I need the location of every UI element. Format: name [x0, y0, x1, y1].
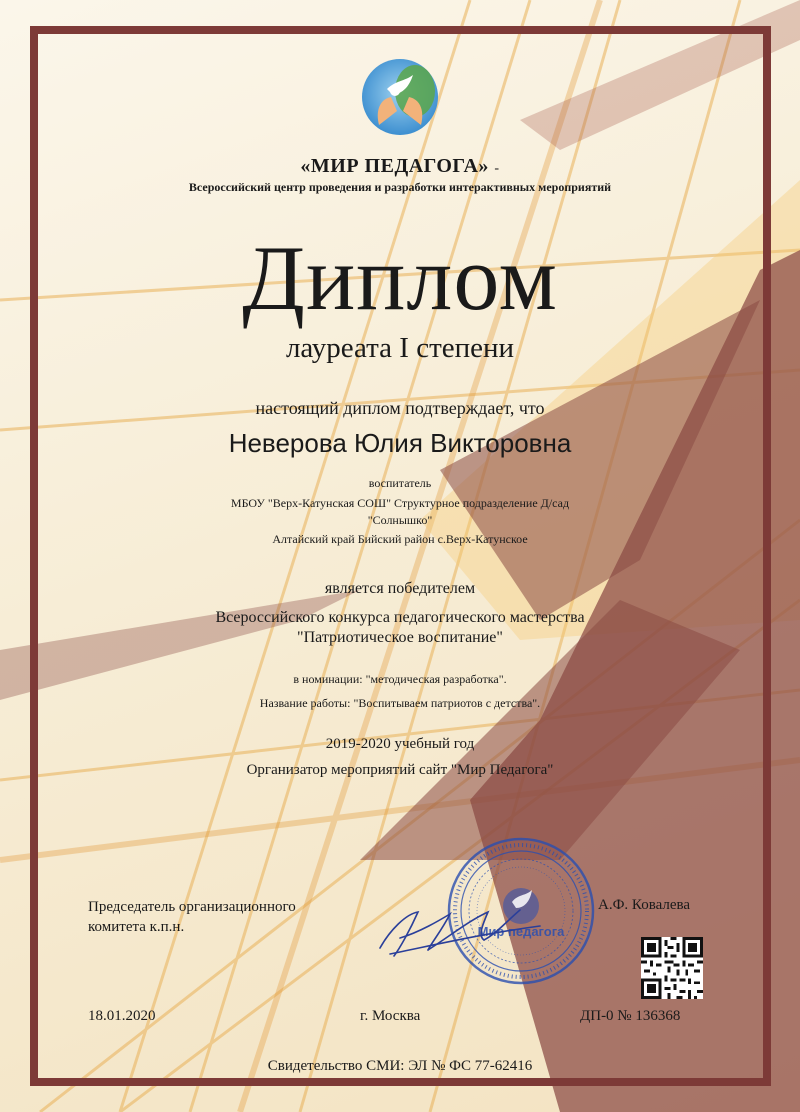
organization-name: «МИР ПЕДАГОГА» [300, 155, 489, 177]
diploma-title: Диплом [242, 227, 558, 329]
issue-date: 18.01.2020 [88, 1008, 156, 1024]
recipient-name: Неверова Юлия Викторовна [228, 428, 572, 458]
chair-title-line-2: комитета к.п.н. [88, 919, 185, 935]
contest-line-2: "Патриотическое воспитание" [297, 629, 503, 646]
contest-name [40, 608, 760, 648]
organization-subtitle: Всероссийский центр проведения и разработки интерактивных мероприятий [188, 180, 612, 194]
globe-dove-logo [357, 55, 443, 141]
organization-dash: - [494, 161, 500, 176]
confirm-text: настоящий диплом подтверждает, что [255, 398, 545, 418]
chair-title [88, 897, 388, 937]
nomination: в номинации: "методическая разработка". [293, 672, 507, 686]
recipient-institution [40, 495, 760, 529]
media-certificate: Свидетельство СМИ: ЭЛ № ФС 77-62416 [267, 1058, 533, 1074]
work-title: Название работы: "Воспитываем патриотов с детства". [259, 696, 541, 710]
chair-name: А.Ф. Ковалева [598, 897, 691, 913]
chair-title-line-1: Председатель организационного [88, 899, 296, 915]
issue-city: г. Москва [360, 1008, 421, 1024]
organizer: Организатор мероприятий сайт "Мир Педагога" [246, 762, 554, 778]
recipient-location: Алтайский край Бийский район с.Верх-Катунское [272, 532, 528, 546]
contest-line-1: Всероссийского конкурса педагогического мастерства [215, 609, 585, 626]
diploma-degree: лауреата I степени [285, 332, 515, 364]
organization-title [40, 155, 760, 178]
document-number: ДП-0 № 136368 [580, 1008, 681, 1024]
stamp-text: Мир педагога [477, 924, 565, 939]
qr-code[interactable] [641, 937, 703, 999]
institution-line-2: "Солнышко" [367, 513, 433, 527]
institution-line-1: МБОУ "Верх-Катунская СОШ" Структурное подразделение Д/сад [230, 496, 570, 510]
winner-text: является победителем [324, 580, 476, 597]
academic-year: 2019-2020 учебный год [325, 736, 475, 752]
handwritten-signature [370, 890, 550, 970]
recipient-position: воспитатель [368, 476, 432, 490]
